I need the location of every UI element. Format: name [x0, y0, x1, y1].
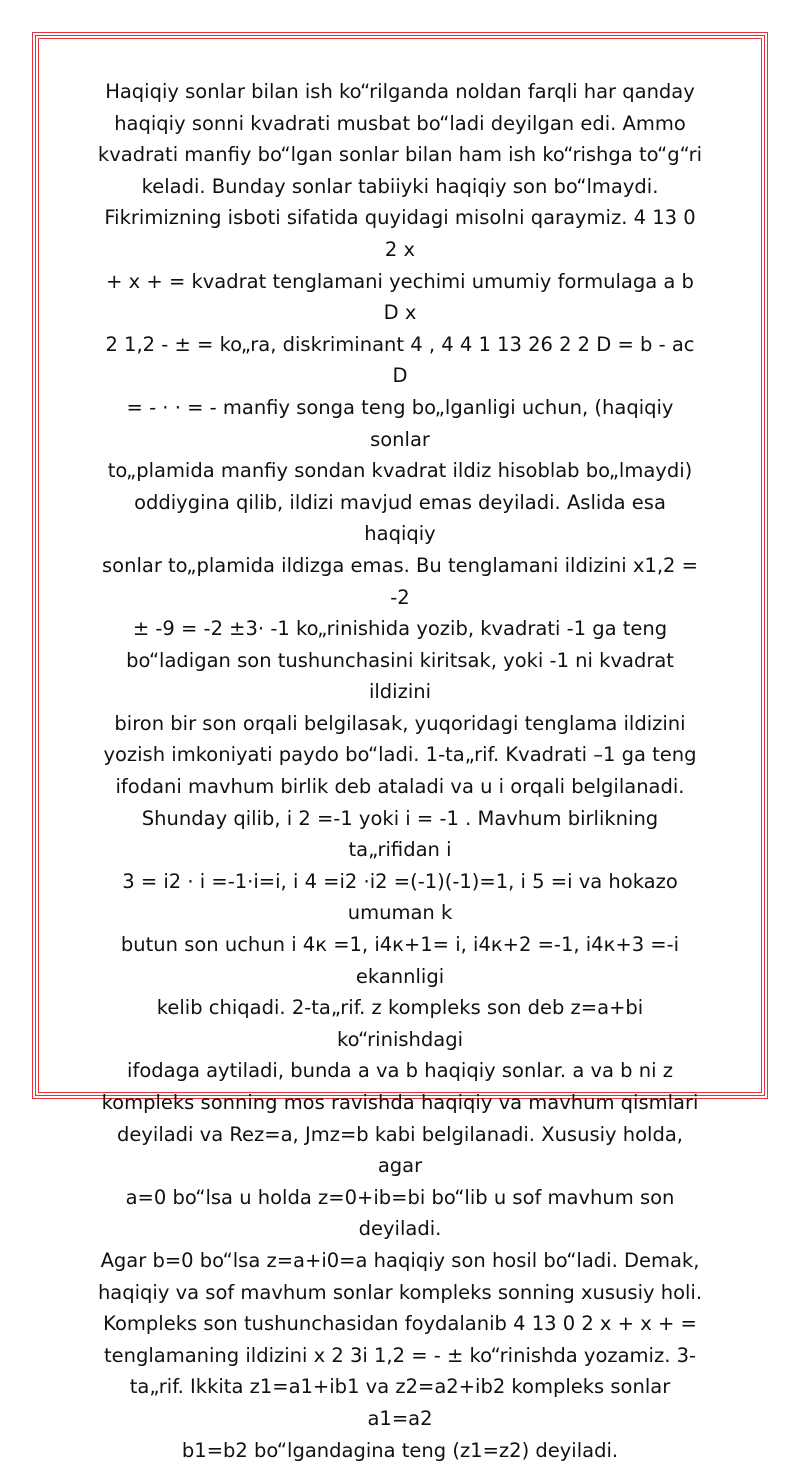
text-line: ± -9 = -2 ±3· -1 ko„rinishida yozib, kvadrati -1 ga teng: [132, 617, 668, 641]
text-line: = - · · = - manfiy songa teng bo„lganligi uchun, (haqiqiy sonlar: [126, 395, 674, 451]
text-line: Fikrimizning isboti sifatida quyidagi misolni qaraymiz. 4 13 0 2 x: [104, 206, 696, 261]
text-line: haqiqiy va sof mavhum sonlar kompleks sonning xususiy holi.: [97, 1280, 703, 1304]
text-line: keladi. Bunday sonlar tabiiyki haqiqiy son bo“lmaydi.: [141, 174, 659, 198]
text-line: yozish imkoniyati paydo bo“ladi. 1-ta„rif. Kvadrati –1 ga teng: [103, 743, 697, 767]
text-line: butun son uchun i 4к =1, i4к+1= i, i4к+2 =-1, i4к+3 =-i ekannligi: [120, 933, 680, 988]
text-line: Kompleks son tushunchasidan foydalanib 4 13 0 2 x + x + =: [103, 1312, 697, 1336]
document-body-text: [96, 76, 704, 1466]
text-line: sonlar to„plamida ildizga emas. Bu tenglamani ildizini x1,2 = -2: [102, 553, 698, 609]
text-line: a=0 bo“lsa u holda z=0+ib=bi bo“lib u sof mavhum son deyiladi.: [125, 1185, 675, 1241]
text-line: b1=b2 bo“lgandagina teng (z1=z2) deyiladi.: [181, 1438, 619, 1462]
text-line: Agar b=0 bo“lsa z=a+i0=a haqiqiy son hosil bo“ladi. Demak,: [100, 1248, 700, 1272]
text-line: deyiladi va Rez=a, Jmz=b kabi belgilanadi. Xususiy holda, agar: [116, 1122, 683, 1178]
text-line: 2 1,2 - ± = ko„ra, diskriminant 4 , 4 4 1 13 26 2 2 D = b - ac D: [105, 332, 695, 388]
text-line: kvadrati manfiy bo“lgan sonlar bilan ham ish ko“rishga to“g“ri: [97, 143, 703, 167]
text-line: ifodani mavhum birlik deb ataladi va u i orqali belgilanadi.: [115, 775, 685, 799]
text-line: Shunday qilib, i 2 =-1 yoki i = -1 . Mavhum birlikning ta„rifidan i: [141, 806, 659, 862]
text-line: tenglamaning ildizini x 2 3i 1,2 = - ± ko“rinishda yozamiz. 3-: [103, 1343, 697, 1367]
text-line: oddiygina qilib, ildizi mavjud emas deyiladi. Aslida esa haqiqiy: [134, 490, 666, 546]
text-line: Haqiqiy sonlar bilan ish ko“rilganda noldan farqli har qanday: [105, 80, 695, 103]
text-line: 3 = i2 · i =-1·i=i, i 4 =i2 ·i2 =(-1)(-1)=1, i 5 =i va hokazo umuman k: [122, 869, 678, 925]
text-line: ifodaga aytiladi, bunda a va b haqiqiy sonlar. a va b ni z: [127, 1059, 673, 1083]
text-line: haqiqiy sonni kvadrati musbat bo“ladi deyilgan edi. Ammo: [114, 111, 686, 135]
text-line: + x + = kvadrat tenglamani yechimi umumiy formulaga a b D x: [106, 269, 694, 325]
text-line: biron bir son orqali belgilasak, yuqoridagi tenglama ildizini: [114, 711, 686, 735]
text-line: ta„rif. Ikkita z1=a1+ib1 va z2=a2+ib2 kompleks sonlar a1=a2: [129, 1375, 671, 1430]
text-line: to„plamida manfiy sondan kvadrat ildiz hisoblab bo„lmaydi): [107, 459, 693, 483]
text-line: kelib chiqadi. 2-ta„rif. z kompleks son deb z=a+bi ko“rinishdagi: [156, 996, 644, 1051]
text-line: kompleks sonning mos ravishda haqiqiy va mavhum qismlari: [101, 1091, 699, 1114]
text-line: bo“ladigan son tushunchasini kiritsak, yoki -1 ni kvadrat ildizini: [126, 648, 674, 704]
